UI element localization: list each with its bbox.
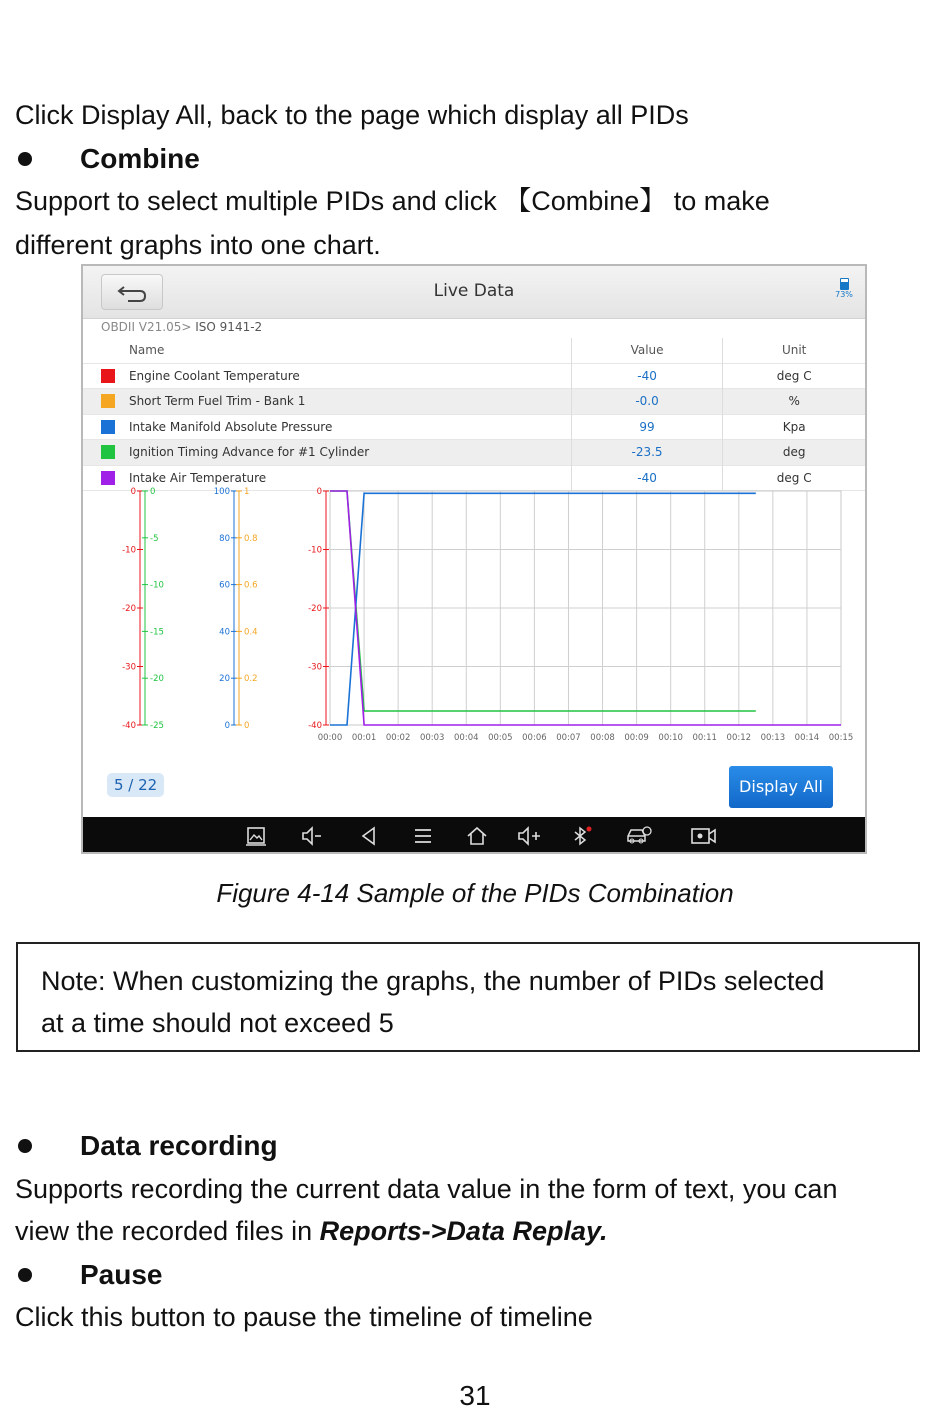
screen-title: Live Data: [433, 281, 515, 301]
note-line-2: at a time should not exceed 5: [41, 1008, 394, 1038]
tick-label: -20: [308, 604, 322, 614]
series-color-swatch: [101, 369, 115, 383]
volume-down-icon[interactable]: [301, 826, 323, 846]
x-tick-label: 00:03: [419, 733, 445, 743]
table-row[interactable]: Intake Manifold Absolute Pressure 99 Kpa: [83, 414, 865, 440]
car-diagnostic-icon[interactable]: [625, 826, 653, 846]
series-color-swatch: [101, 445, 115, 459]
x-tick-label: 00:04: [454, 733, 479, 743]
tick-label: 0: [316, 487, 322, 497]
tick-label: -10: [122, 545, 136, 556]
x-tick-label: 00:08: [590, 733, 615, 743]
x-tick-label: 00:14: [794, 733, 820, 743]
x-tick-label: 00:02: [385, 733, 411, 743]
tick-label: 1: [244, 487, 250, 497]
tick-label: -10: [308, 545, 322, 556]
tick-label: -30: [308, 662, 322, 673]
x-tick-label: 00:15: [828, 733, 854, 743]
combine-text-1: Support to select multiple PIDs and click 【Combine】 to make: [15, 186, 770, 216]
figure-caption: Figure 4-14 Sample of the PIDs Combination: [216, 878, 734, 908]
x-tick-label: 00:05: [488, 733, 513, 743]
x-tick-label: 00:11: [692, 733, 717, 743]
screenshot-icon[interactable]: [246, 826, 266, 846]
x-tick-label: 00:01: [351, 733, 377, 743]
combined-chart: [83, 484, 865, 746]
pid-table: [83, 338, 865, 491]
recording-heading: Data recording: [80, 1130, 278, 1161]
combine-text-2: different graphs into one chart.: [15, 230, 381, 260]
recording-text-1: Supports recording the current data value in the form of text, you can: [15, 1174, 838, 1204]
tick-label: 0: [224, 721, 230, 731]
tick-label: 40: [219, 627, 230, 638]
x-tick-label: 00:07: [556, 733, 581, 743]
battery-icon: [833, 278, 855, 299]
tick-label: 0: [244, 721, 250, 731]
recording-text-2: view the recorded files in Reports->Data Replay.: [15, 1216, 608, 1246]
table-row[interactable]: Engine Coolant Temperature -40 deg C: [83, 363, 865, 389]
intro-line: Click Display All, back to the page which display all PIDs: [15, 100, 689, 130]
tick-label: 0: [130, 487, 136, 497]
table-row[interactable]: Ignition Timing Advance for #1 Cylinder -23.5 deg: [83, 440, 865, 466]
column-header-unit: Unit: [723, 338, 865, 363]
menu-icon[interactable]: [413, 826, 433, 846]
column-header-value: Value: [571, 338, 723, 363]
tick-label: 100: [213, 487, 230, 497]
tick-label: 0.8: [244, 533, 258, 544]
note-line-1: Note: When customizing the graphs, the number of PIDs selected: [41, 966, 825, 996]
bullet-icon: [18, 152, 32, 166]
bullet-icon: [18, 1139, 32, 1153]
screen-record-icon[interactable]: [690, 826, 718, 846]
x-tick-label: 00:12: [726, 733, 752, 743]
tick-label: -30: [122, 662, 136, 673]
combine-heading: Combine: [80, 143, 200, 174]
page-number: 31: [459, 1380, 491, 1411]
series-line: [330, 491, 756, 711]
series-color-swatch: [101, 471, 115, 485]
tick-label: 0.4: [244, 627, 258, 638]
breadcrumb: OBDII V21.05> ISO 9141-2: [101, 320, 263, 334]
table-row[interactable]: Short Term Fuel Trim - Bank 1 -0.0 %: [83, 389, 865, 415]
x-tick-label: 00:10: [658, 733, 683, 743]
tick-label: 0.6: [244, 580, 258, 591]
display-all-button[interactable]: Display All: [729, 766, 833, 808]
tick-label: 0.2: [244, 674, 258, 685]
live-data-screenshot: [81, 264, 867, 854]
bullet-icon: [18, 1268, 32, 1282]
tick-label: -15: [150, 627, 164, 638]
home-icon[interactable]: [466, 826, 488, 846]
tick-label: -20: [150, 674, 164, 685]
tick-label: -40: [308, 721, 322, 731]
volume-up-icon[interactable]: [517, 826, 543, 846]
series-line: [330, 493, 756, 725]
tick-label: -40: [122, 721, 136, 731]
tick-label: -5: [150, 533, 159, 544]
x-tick-label: 00:09: [624, 733, 649, 743]
reports-path: Reports->Data Replay.: [319, 1216, 608, 1246]
app-toolbar: [83, 266, 865, 319]
android-nav-bar: [83, 817, 865, 854]
tick-label: 60: [219, 580, 230, 591]
back-icon[interactable]: [359, 826, 379, 846]
x-tick-label: 00:00: [317, 733, 343, 743]
tick-label: 20: [219, 674, 230, 685]
tick-label: 0: [150, 487, 156, 497]
page-counter: 5 / 22: [107, 773, 164, 797]
x-tick-label: 00:13: [760, 733, 786, 743]
battery-level: 73%: [835, 290, 853, 299]
x-tick-label: 00:06: [522, 733, 547, 743]
note-box: [16, 942, 920, 1052]
pause-text: Click this button to pause the timeline of timeline: [15, 1302, 593, 1332]
tick-label: -25: [150, 721, 164, 731]
pause-heading: Pause: [80, 1259, 163, 1290]
series-color-swatch: [101, 394, 115, 408]
table-row[interactable]: Intake Air Temperature -40 deg C: [83, 465, 865, 491]
tick-label: 80: [219, 533, 230, 544]
series-color-swatch: [101, 420, 115, 434]
column-header-name: Name: [128, 343, 165, 358]
tick-label: -20: [122, 604, 136, 614]
bluetooth-icon[interactable]: [571, 826, 593, 846]
tick-label: -10: [150, 580, 164, 591]
